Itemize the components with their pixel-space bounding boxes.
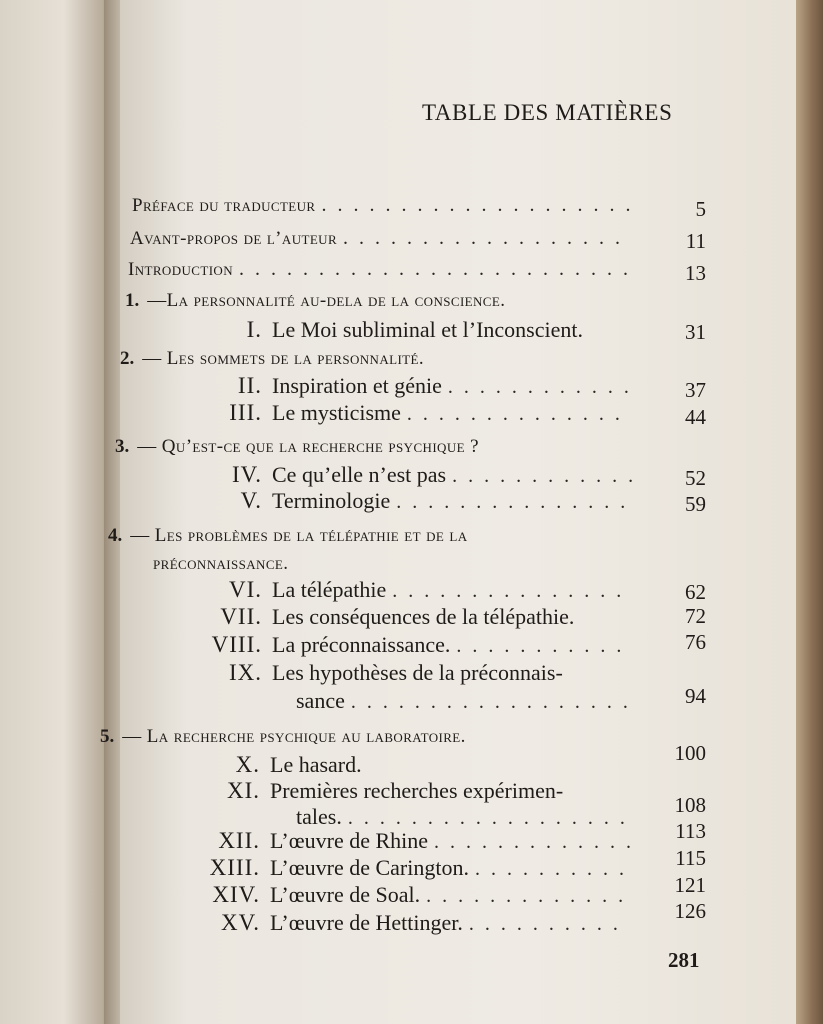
leader-dots [448,376,632,399]
page-number: 121 [674,873,706,897]
toc-entry [128,258,638,281]
chapter-entry [178,882,636,908]
page-number: 5 [695,197,706,221]
leader-dots [396,491,632,514]
part-heading [125,290,505,312]
page-number: 62 [685,580,706,604]
chapter-entry [200,400,638,426]
chapter-title: L’œuvre de Hettinger. [270,910,463,935]
leader-dots [392,580,632,603]
chapter-entry [180,660,638,686]
part-heading-continued [153,553,288,575]
chapter-entry [178,910,636,936]
chapter-title: L’œuvre de Rhine [270,828,429,853]
chapter-roman: XV. [220,910,260,935]
chapter-roman: V. [240,488,262,513]
part-title: —La personnalité au-dela de la conscience. [147,290,506,311]
chapter-entry [178,778,638,804]
chapter-roman: IX. [228,660,262,685]
page-number: 126 [674,899,706,923]
toc-entry [130,227,636,250]
chapter-title: Inspiration et génie [272,373,442,398]
part-heading [100,726,466,748]
part-number: 2. [120,348,135,369]
page-edge [796,0,823,1024]
leader-dots [456,635,632,658]
page-number: 11 [685,229,706,253]
chapter-roman: XII. [218,828,260,853]
chapter-title: Ce qu’elle n’est pas [272,462,447,487]
page-number: 59 [685,492,706,516]
chapter-title: Les hypothèses de la préconnais- [272,660,563,685]
page-number: 94 [685,684,706,708]
leader-dots [434,831,630,854]
chapter-entry [198,462,638,488]
page-number: 100 [674,741,706,765]
chapter-entry [178,828,636,854]
page-number: 31 [685,320,706,344]
leader-dots [322,194,630,217]
leader-dots [469,913,630,936]
toc-entry [132,194,636,217]
chapter-entry-continued [296,688,638,714]
part-title: — Qu’est-ce que la recherche psychique ? [137,436,479,457]
chapter-roman: III. [229,400,262,425]
page-number: 108 [674,793,706,817]
page-number: 76 [685,630,706,654]
chapter-title: La préconnaissance. [272,632,451,657]
entry-title: Avant-propos de l’auteur [130,228,338,249]
entry-title: Introduction [128,259,234,280]
page-title: TABLE DES MATIÈRES [422,100,673,125]
part-number: 5. [100,726,115,747]
page-number: 44 [685,405,706,429]
chapter-title: Les conséquences de la télépathie. [272,604,575,629]
page-number: 115 [675,846,706,870]
page-number: 72 [685,604,706,628]
leader-dots [426,885,630,908]
part-number: 3. [115,436,130,457]
chapter-roman: VIII. [211,632,262,657]
chapter-title: La télépathie [272,577,387,602]
chapter-title: Le mysticisme [272,400,401,425]
part-title: — La recherche psychique au laboratoire. [122,726,466,747]
chapter-entry-continued [296,804,636,830]
chapter-roman: I. [246,317,262,342]
chapter-entry [178,855,636,881]
chapter-title: L’œuvre de Carington. [270,855,469,880]
chapter-roman: XIV. [212,882,260,907]
part-heading [120,348,424,370]
chapter-title: Le hasard. [270,752,362,777]
folio-page-number: 281 [668,948,700,972]
chapter-entry [200,373,638,399]
chapter-entry [178,752,638,778]
chapter-roman: II. [237,373,262,398]
page-number: 52 [685,466,706,490]
part-number: 4. [108,525,123,546]
page-number: 113 [675,819,706,843]
leader-dots [351,691,632,714]
chapter-roman: XI. [226,778,260,803]
entry-title: Préface du traducteur [132,195,316,216]
chapter-title-continued: tales. [296,804,342,829]
chapter-roman: VII. [220,604,262,629]
chapter-title: L’œuvre de Soal. [270,882,421,907]
chapter-title: Premières recherches expérimen- [270,778,564,803]
chapter-entry [180,604,638,630]
part-title-continued: préconnaissance. [153,553,289,574]
chapter-roman: X. [235,752,260,777]
chapter-entry [180,577,638,603]
chapter-roman: VI. [228,577,262,602]
chapter-roman: IV. [231,462,262,487]
chapter-roman: XIII. [209,855,260,880]
leader-dots [348,807,630,830]
part-title: — Les problèmes de la télépathie et de la [130,525,468,546]
chapter-title-continued: sance [296,688,345,713]
chapter-entry [180,632,638,658]
page-number: 37 [685,378,706,402]
part-number: 1. [125,290,140,311]
facing-page [0,0,116,1024]
leader-dots [343,227,630,250]
part-heading [115,436,479,458]
leader-dots [475,858,630,881]
leader-dots [407,403,632,426]
leader-dots [452,465,632,488]
page-number: 13 [685,261,706,285]
chapter-entry [200,317,640,343]
leader-dots [239,258,632,281]
part-title: — Les sommets de la personnalité. [142,348,425,369]
part-heading [108,525,468,547]
chapter-title: Terminologie [272,488,391,513]
chapter-entry [198,488,638,514]
chapter-title: Le Moi subliminal et l’Inconscient. [272,317,583,342]
